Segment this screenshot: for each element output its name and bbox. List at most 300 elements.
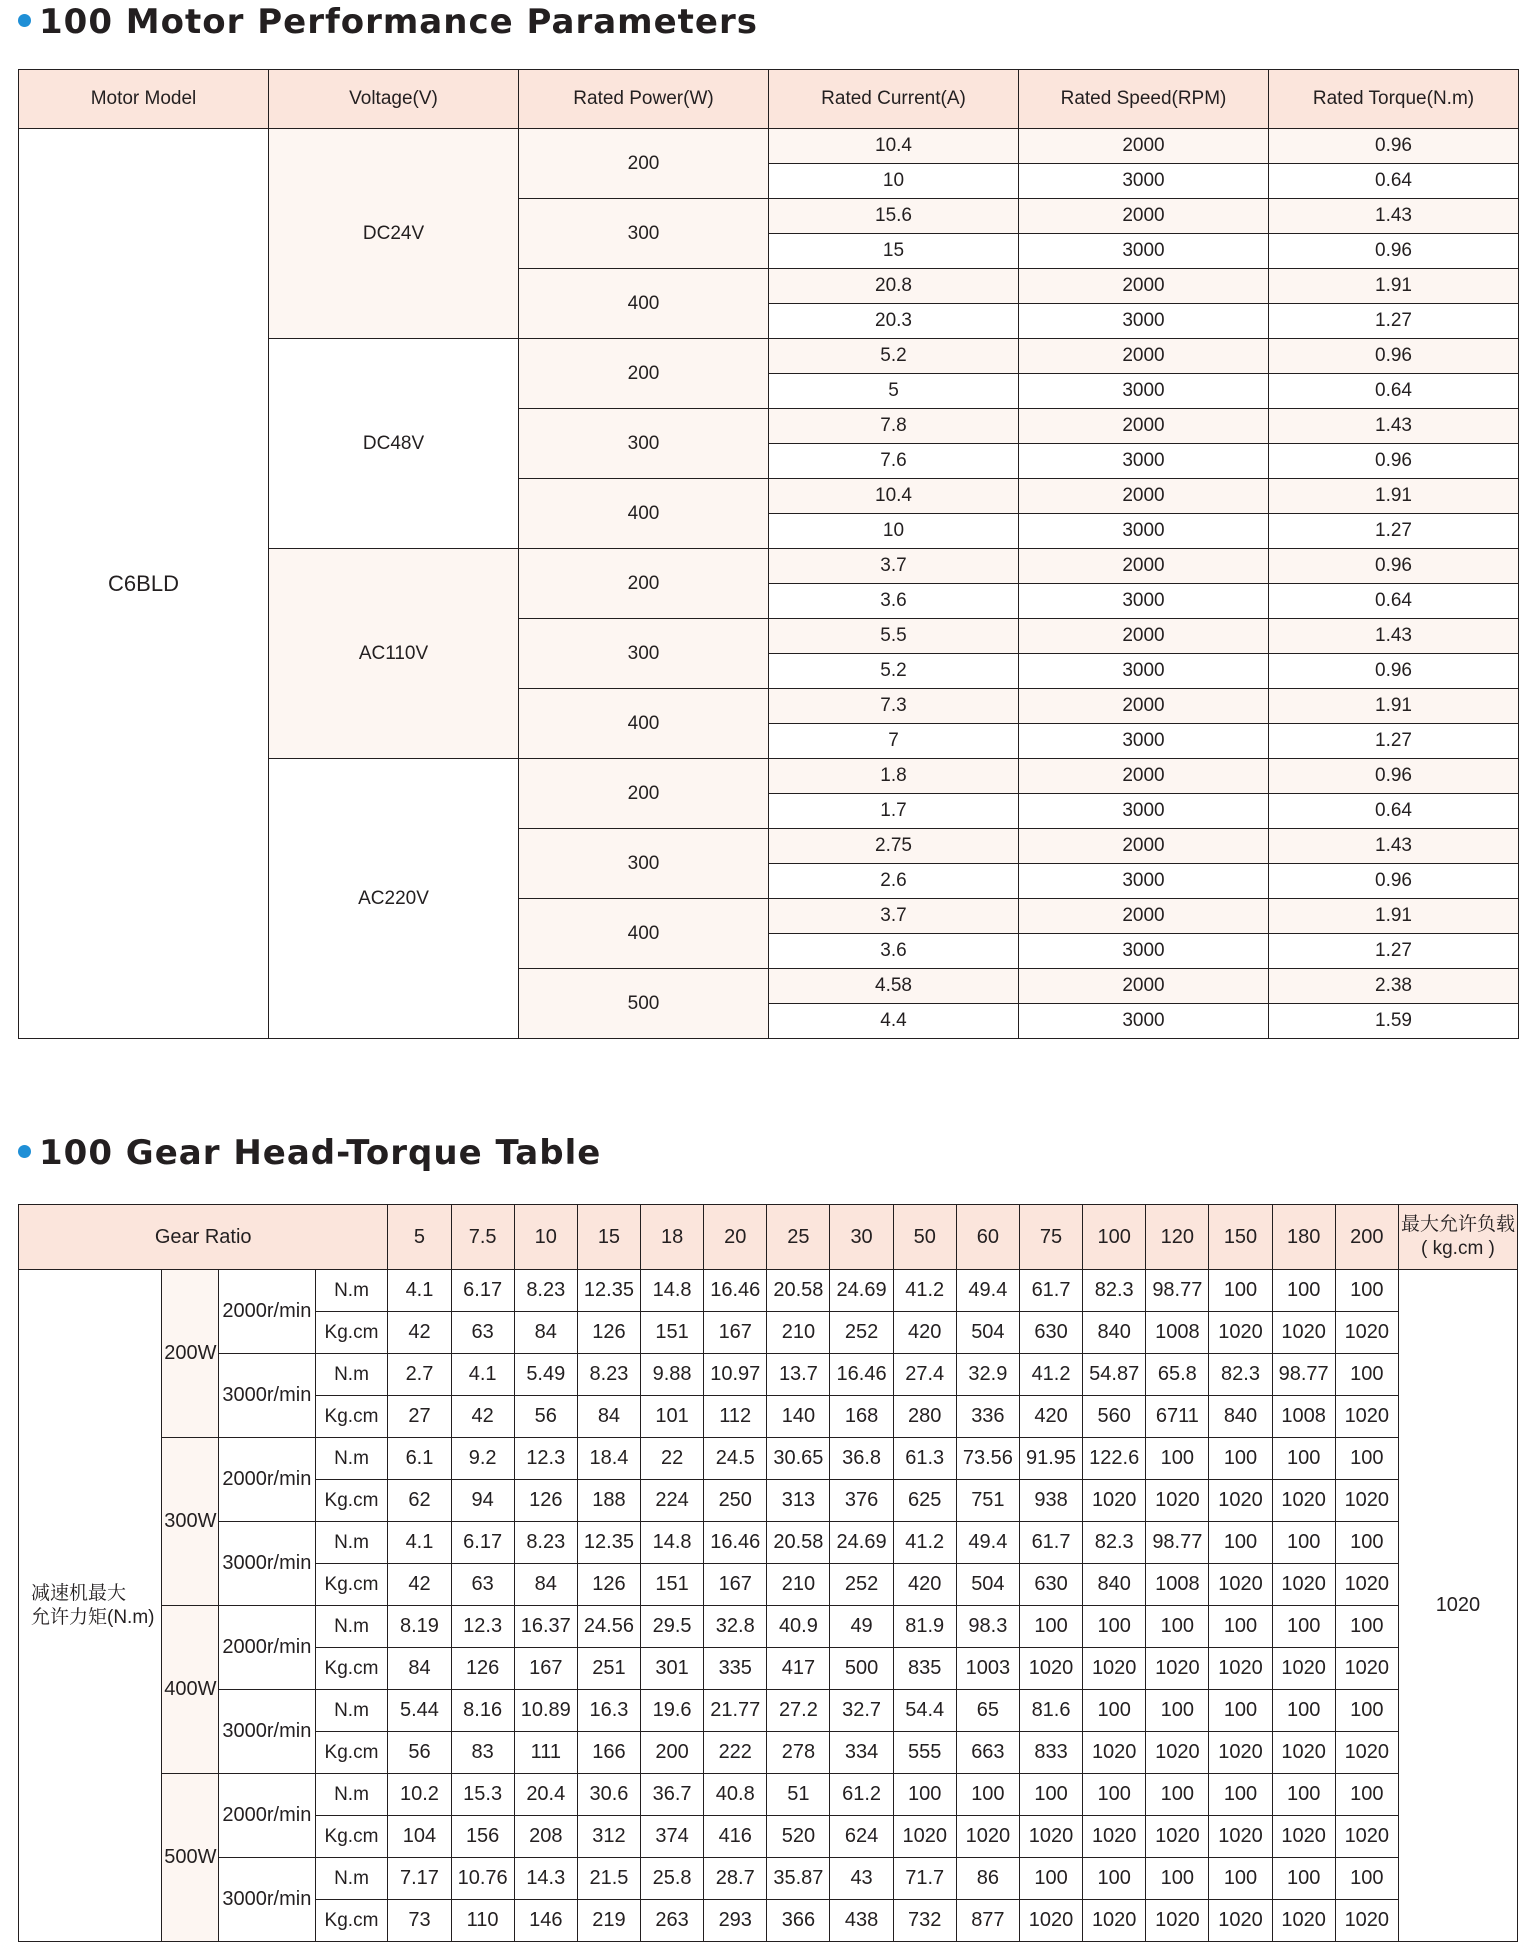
- speed-cell: 3000: [1019, 234, 1269, 269]
- ratio-header-cell: 75: [1019, 1205, 1082, 1270]
- torque-value-cell: 122.6: [1083, 1438, 1146, 1480]
- header-rated-current: Rated Current(A): [769, 70, 1019, 129]
- ratio-header-cell: 20: [704, 1205, 767, 1270]
- torque-value-cell: 54.4: [893, 1690, 956, 1732]
- torque-cell: 0.96: [1269, 234, 1519, 269]
- torque-value-cell: 7.17: [388, 1858, 451, 1900]
- torque-value-cell: 376: [830, 1480, 893, 1522]
- torque-value-cell: 520: [767, 1816, 830, 1858]
- section-title-motor: [18, 0, 758, 44]
- torque-value-cell: 14.8: [641, 1522, 704, 1564]
- torque-value-cell: 49.4: [956, 1522, 1019, 1564]
- torque-value-cell: 100: [1146, 1774, 1209, 1816]
- ratio-header-cell: 100: [1083, 1205, 1146, 1270]
- torque-value-cell: 8.23: [514, 1270, 577, 1312]
- torque-value-cell: 4.1: [388, 1270, 451, 1312]
- torque-value-cell: 301: [641, 1648, 704, 1690]
- torque-value-cell: 24.56: [577, 1606, 640, 1648]
- torque-value-cell: 41.2: [893, 1270, 956, 1312]
- ratio-header-cell: 200: [1335, 1205, 1398, 1270]
- torque-value-cell: 100: [1146, 1438, 1209, 1480]
- torque-cell: 1.43: [1269, 829, 1519, 864]
- torque-value-cell: 1020: [1272, 1564, 1335, 1606]
- unit-cell: N.m: [315, 1522, 388, 1564]
- power-cell: 400: [519, 899, 769, 969]
- torque-value-cell: 9.2: [451, 1438, 514, 1480]
- torque-value-cell: 167: [704, 1312, 767, 1354]
- torque-value-cell: 73: [388, 1900, 451, 1942]
- gear-power-cell: 200W: [162, 1270, 219, 1438]
- torque-value-cell: 1020: [1209, 1312, 1272, 1354]
- section-title-gear: [18, 1131, 601, 1175]
- speed-cell: 3000: [1019, 444, 1269, 479]
- torque-value-cell: 82.3: [1083, 1270, 1146, 1312]
- current-cell: 10.4: [769, 479, 1019, 514]
- torque-value-cell: 140: [767, 1396, 830, 1438]
- torque-value-cell: 100: [1019, 1774, 1082, 1816]
- table-row: [19, 1522, 1518, 1564]
- current-cell: 15: [769, 234, 1019, 269]
- torque-value-cell: 840: [1209, 1396, 1272, 1438]
- torque-value-cell: 30.6: [577, 1774, 640, 1816]
- torque-value-cell: 1020: [1335, 1900, 1398, 1942]
- torque-value-cell: 1020: [1335, 1648, 1398, 1690]
- torque-value-cell: 16.46: [830, 1354, 893, 1396]
- torque-value-cell: 151: [641, 1564, 704, 1606]
- torque-value-cell: 1020: [1272, 1816, 1335, 1858]
- torque-value-cell: 20.58: [767, 1270, 830, 1312]
- speed-cell: 3000: [1019, 654, 1269, 689]
- torque-value-cell: 4.1: [388, 1522, 451, 1564]
- torque-value-cell: 100: [1272, 1690, 1335, 1732]
- speed-cell: 2000: [1019, 549, 1269, 584]
- torque-value-cell: 84: [514, 1312, 577, 1354]
- torque-value-cell: 251: [577, 1648, 640, 1690]
- table-row: [19, 1606, 1518, 1648]
- torque-value-cell: 56: [388, 1732, 451, 1774]
- current-cell: 5.5: [769, 619, 1019, 654]
- torque-value-cell: 101: [641, 1396, 704, 1438]
- torque-value-cell: 126: [514, 1480, 577, 1522]
- torque-value-cell: 100: [1335, 1606, 1398, 1648]
- torque-value-cell: 100: [1209, 1858, 1272, 1900]
- speed-cell: 2000: [1019, 829, 1269, 864]
- torque-value-cell: 560: [1083, 1396, 1146, 1438]
- speed-cell: 2000: [1019, 619, 1269, 654]
- ratio-header-cell: 7.5: [451, 1205, 514, 1270]
- bullet-dot-icon: [18, 1145, 31, 1158]
- ratio-header-cell: 5: [388, 1205, 451, 1270]
- torque-value-cell: 100: [1272, 1438, 1335, 1480]
- torque-value-cell: 835: [893, 1648, 956, 1690]
- torque-value-cell: 14.8: [641, 1270, 704, 1312]
- torque-value-cell: 1020: [1209, 1816, 1272, 1858]
- torque-value-cell: 100: [1083, 1606, 1146, 1648]
- current-cell: 7: [769, 724, 1019, 759]
- torque-value-cell: 500: [830, 1648, 893, 1690]
- torque-value-cell: 100: [1209, 1522, 1272, 1564]
- unit-cell: Kg.cm: [315, 1312, 388, 1354]
- torque-value-cell: 732: [893, 1900, 956, 1942]
- unit-cell: N.m: [315, 1690, 388, 1732]
- torque-value-cell: 15.3: [451, 1774, 514, 1816]
- torque-value-cell: 35.87: [767, 1858, 830, 1900]
- torque-value-cell: 6.17: [451, 1270, 514, 1312]
- torque-cell: 1.91: [1269, 899, 1519, 934]
- torque-value-cell: 625: [893, 1480, 956, 1522]
- torque-value-cell: 61.7: [1019, 1270, 1082, 1312]
- current-cell: 5: [769, 374, 1019, 409]
- torque-value-cell: 28.7: [704, 1858, 767, 1900]
- torque-value-cell: 1020: [1146, 1480, 1209, 1522]
- torque-value-cell: 1020: [1019, 1900, 1082, 1942]
- torque-value-cell: 42: [388, 1312, 451, 1354]
- current-cell: 7.3: [769, 689, 1019, 724]
- speed-cell: 3000: [1019, 1004, 1269, 1039]
- torque-value-cell: 126: [451, 1648, 514, 1690]
- torque-cell: 0.96: [1269, 864, 1519, 899]
- current-cell: 10: [769, 164, 1019, 199]
- torque-value-cell: 210: [767, 1564, 830, 1606]
- power-cell: 200: [519, 129, 769, 199]
- torque-value-cell: 30.65: [767, 1438, 830, 1480]
- gear-speed-cell: 3000r/min: [219, 1690, 315, 1774]
- torque-value-cell: 40.8: [704, 1774, 767, 1816]
- torque-value-cell: 8.19: [388, 1606, 451, 1648]
- torque-value-cell: 98.3: [956, 1606, 1019, 1648]
- torque-value-cell: 8.23: [514, 1522, 577, 1564]
- ratio-header-cell: 15: [577, 1205, 640, 1270]
- torque-value-cell: 1020: [1146, 1816, 1209, 1858]
- unit-cell: Kg.cm: [315, 1564, 388, 1606]
- gear-speed-cell: 2000r/min: [219, 1270, 315, 1354]
- torque-cell: 1.91: [1269, 479, 1519, 514]
- current-cell: 2.6: [769, 864, 1019, 899]
- table-row: [19, 1858, 1518, 1900]
- torque-value-cell: 1020: [1019, 1648, 1082, 1690]
- torque-value-cell: 156: [451, 1816, 514, 1858]
- torque-value-cell: 20.4: [514, 1774, 577, 1816]
- max-load-header: [1398, 1205, 1517, 1270]
- ratio-header-cell: 18: [641, 1205, 704, 1270]
- torque-value-cell: 293: [704, 1900, 767, 1942]
- torque-value-cell: 51: [767, 1774, 830, 1816]
- header-rated-power: Rated Power(W): [519, 70, 769, 129]
- torque-value-cell: 100: [1272, 1606, 1335, 1648]
- torque-value-cell: 366: [767, 1900, 830, 1942]
- torque-value-cell: 16.37: [514, 1606, 577, 1648]
- torque-value-cell: 62: [388, 1480, 451, 1522]
- torque-value-cell: 374: [641, 1816, 704, 1858]
- torque-value-cell: 84: [514, 1564, 577, 1606]
- speed-cell: 3000: [1019, 864, 1269, 899]
- torque-value-cell: 1020: [1083, 1732, 1146, 1774]
- torque-value-cell: 6.1: [388, 1438, 451, 1480]
- torque-value-cell: 16.46: [704, 1270, 767, 1312]
- torque-value-cell: 10.89: [514, 1690, 577, 1732]
- torque-value-cell: 100: [956, 1774, 1019, 1816]
- torque-value-cell: 1020: [1335, 1480, 1398, 1522]
- power-cell: 400: [519, 479, 769, 549]
- torque-value-cell: 12.3: [451, 1606, 514, 1648]
- torque-value-cell: 420: [893, 1312, 956, 1354]
- torque-value-cell: 2.7: [388, 1354, 451, 1396]
- speed-cell: 2000: [1019, 479, 1269, 514]
- speed-cell: 3000: [1019, 794, 1269, 829]
- torque-value-cell: 65.8: [1146, 1354, 1209, 1396]
- current-cell: 20.8: [769, 269, 1019, 304]
- ratio-header-cell: 30: [830, 1205, 893, 1270]
- torque-value-cell: 6711: [1146, 1396, 1209, 1438]
- power-cell: 300: [519, 619, 769, 689]
- torque-value-cell: 224: [641, 1480, 704, 1522]
- torque-value-cell: 63: [451, 1312, 514, 1354]
- voltage-cell: DC24V: [269, 129, 519, 339]
- torque-value-cell: 10.2: [388, 1774, 451, 1816]
- torque-value-cell: 83: [451, 1732, 514, 1774]
- max-load-value: 1020: [1398, 1270, 1517, 1942]
- torque-value-cell: 14.3: [514, 1858, 577, 1900]
- row-group-label-line2: 允许力矩(N.m): [31, 1606, 155, 1628]
- speed-cell: 3000: [1019, 724, 1269, 759]
- torque-value-cell: 21.5: [577, 1858, 640, 1900]
- ratio-header-cell: 180: [1272, 1205, 1335, 1270]
- torque-value-cell: 25.8: [641, 1858, 704, 1900]
- torque-value-cell: 200: [641, 1732, 704, 1774]
- torque-value-cell: 1020: [1083, 1900, 1146, 1942]
- ratio-header-cell: 60: [956, 1205, 1019, 1270]
- torque-cell: 0.96: [1269, 444, 1519, 479]
- torque-value-cell: 100: [1209, 1438, 1272, 1480]
- torque-value-cell: 252: [830, 1564, 893, 1606]
- speed-cell: 2000: [1019, 129, 1269, 164]
- torque-value-cell: 1020: [1272, 1648, 1335, 1690]
- torque-value-cell: 250: [704, 1480, 767, 1522]
- torque-value-cell: 504: [956, 1312, 1019, 1354]
- bullet-dot-icon: [18, 14, 31, 27]
- torque-cell: 0.64: [1269, 794, 1519, 829]
- torque-value-cell: 336: [956, 1396, 1019, 1438]
- power-cell: 200: [519, 759, 769, 829]
- torque-value-cell: 166: [577, 1732, 640, 1774]
- torque-value-cell: 1020: [1272, 1732, 1335, 1774]
- torque-value-cell: 1020: [956, 1816, 1019, 1858]
- torque-value-cell: 12.35: [577, 1522, 640, 1564]
- torque-value-cell: 41.2: [893, 1522, 956, 1564]
- torque-value-cell: 280: [893, 1396, 956, 1438]
- torque-cell: 1.59: [1269, 1004, 1519, 1039]
- current-cell: 15.6: [769, 199, 1019, 234]
- torque-value-cell: 126: [577, 1564, 640, 1606]
- torque-value-cell: 167: [704, 1564, 767, 1606]
- torque-value-cell: 10.97: [704, 1354, 767, 1396]
- unit-cell: Kg.cm: [315, 1732, 388, 1774]
- torque-value-cell: 151: [641, 1312, 704, 1354]
- torque-value-cell: 8.23: [577, 1354, 640, 1396]
- table-row: [19, 1354, 1518, 1396]
- torque-value-cell: 1020: [1335, 1312, 1398, 1354]
- torque-value-cell: 22: [641, 1438, 704, 1480]
- torque-value-cell: 624: [830, 1816, 893, 1858]
- section-title-gear-text: 100 Gear Head-Torque Table: [39, 1133, 602, 1173]
- gear-ratio-label: Gear Ratio: [19, 1205, 388, 1270]
- torque-value-cell: 833: [1019, 1732, 1082, 1774]
- torque-value-cell: 1020: [1272, 1900, 1335, 1942]
- torque-value-cell: 10.76: [451, 1858, 514, 1900]
- torque-value-cell: 29.5: [641, 1606, 704, 1648]
- torque-value-cell: 555: [893, 1732, 956, 1774]
- torque-value-cell: 100: [1146, 1858, 1209, 1900]
- torque-value-cell: 71.7: [893, 1858, 956, 1900]
- torque-cell: 0.96: [1269, 549, 1519, 584]
- max-load-header-line2: ( kg.cm ): [1421, 1238, 1495, 1259]
- torque-value-cell: 219: [577, 1900, 640, 1942]
- torque-value-cell: 82.3: [1209, 1354, 1272, 1396]
- torque-value-cell: 146: [514, 1900, 577, 1942]
- torque-cell: 0.96: [1269, 654, 1519, 689]
- torque-value-cell: 98.77: [1146, 1522, 1209, 1564]
- torque-value-cell: 438: [830, 1900, 893, 1942]
- voltage-cell: AC220V: [269, 759, 519, 1039]
- torque-value-cell: 1020: [1335, 1732, 1398, 1774]
- torque-cell: 1.43: [1269, 199, 1519, 234]
- table-row: [19, 1690, 1518, 1732]
- current-cell: 3.6: [769, 934, 1019, 969]
- unit-cell: N.m: [315, 1606, 388, 1648]
- torque-value-cell: 98.77: [1272, 1354, 1335, 1396]
- torque-value-cell: 1020: [1083, 1648, 1146, 1690]
- torque-value-cell: 110: [451, 1900, 514, 1942]
- unit-cell: N.m: [315, 1270, 388, 1312]
- torque-value-cell: 49.4: [956, 1270, 1019, 1312]
- torque-value-cell: 100: [1335, 1354, 1398, 1396]
- speed-cell: 3000: [1019, 164, 1269, 199]
- torque-value-cell: 13.7: [767, 1354, 830, 1396]
- header-rated-speed: Rated Speed(RPM): [1019, 70, 1269, 129]
- header-rated-torque: Rated Torque(N.m): [1269, 70, 1519, 129]
- gear-speed-cell: 3000r/min: [219, 1522, 315, 1606]
- torque-value-cell: 84: [388, 1648, 451, 1690]
- torque-value-cell: 100: [1335, 1858, 1398, 1900]
- torque-cell: 0.96: [1269, 339, 1519, 374]
- torque-value-cell: 877: [956, 1900, 1019, 1942]
- speed-cell: 2000: [1019, 339, 1269, 374]
- torque-value-cell: 416: [704, 1816, 767, 1858]
- current-cell: 1.7: [769, 794, 1019, 829]
- motor-model-cell: C6BLD: [19, 129, 269, 1039]
- speed-cell: 2000: [1019, 969, 1269, 1004]
- torque-cell: 1.43: [1269, 619, 1519, 654]
- torque-value-cell: 24.69: [830, 1522, 893, 1564]
- torque-value-cell: 36.8: [830, 1438, 893, 1480]
- torque-value-cell: 100: [1272, 1522, 1335, 1564]
- torque-value-cell: 417: [767, 1648, 830, 1690]
- table-row: [19, 1270, 1518, 1312]
- torque-value-cell: 94: [451, 1480, 514, 1522]
- speed-cell: 2000: [1019, 269, 1269, 304]
- torque-value-cell: 12.3: [514, 1438, 577, 1480]
- torque-value-cell: 100: [1335, 1438, 1398, 1480]
- torque-value-cell: 1020: [1146, 1900, 1209, 1942]
- torque-cell: 0.64: [1269, 374, 1519, 409]
- torque-value-cell: 104: [388, 1816, 451, 1858]
- torque-value-cell: 420: [893, 1564, 956, 1606]
- ratio-header-cell: 10: [514, 1205, 577, 1270]
- torque-cell: 0.96: [1269, 759, 1519, 794]
- torque-value-cell: 126: [577, 1312, 640, 1354]
- torque-cell: 1.27: [1269, 514, 1519, 549]
- torque-value-cell: 751: [956, 1480, 1019, 1522]
- unit-cell: Kg.cm: [315, 1480, 388, 1522]
- torque-value-cell: 1020: [1335, 1564, 1398, 1606]
- torque-value-cell: 312: [577, 1816, 640, 1858]
- torque-cell: 0.96: [1269, 129, 1519, 164]
- torque-value-cell: 1020: [1272, 1312, 1335, 1354]
- torque-value-cell: 49: [830, 1606, 893, 1648]
- torque-cell: 1.27: [1269, 304, 1519, 339]
- torque-value-cell: 73.56: [956, 1438, 1019, 1480]
- unit-cell: N.m: [315, 1774, 388, 1816]
- current-cell: 5.2: [769, 339, 1019, 374]
- gear-speed-cell: 2000r/min: [219, 1606, 315, 1690]
- speed-cell: 3000: [1019, 304, 1269, 339]
- torque-value-cell: 1020: [1146, 1732, 1209, 1774]
- torque-value-cell: 1020: [1146, 1648, 1209, 1690]
- torque-value-cell: 61.3: [893, 1438, 956, 1480]
- gear-power-cell: 300W: [162, 1438, 219, 1606]
- torque-value-cell: 208: [514, 1816, 577, 1858]
- gear-torque-table: [18, 1204, 1518, 1942]
- torque-value-cell: 278: [767, 1732, 830, 1774]
- torque-value-cell: 1020: [1335, 1816, 1398, 1858]
- torque-value-cell: 840: [1083, 1564, 1146, 1606]
- torque-value-cell: 27.2: [767, 1690, 830, 1732]
- torque-value-cell: 100: [1209, 1774, 1272, 1816]
- torque-value-cell: 100: [1019, 1858, 1082, 1900]
- table-row: [19, 1438, 1518, 1480]
- gear-speed-cell: 3000r/min: [219, 1858, 315, 1942]
- torque-value-cell: 61.7: [1019, 1522, 1082, 1564]
- current-cell: 4.4: [769, 1004, 1019, 1039]
- torque-cell: 1.91: [1269, 689, 1519, 724]
- torque-value-cell: 1020: [1335, 1396, 1398, 1438]
- torque-value-cell: 21.77: [704, 1690, 767, 1732]
- torque-value-cell: 504: [956, 1564, 1019, 1606]
- max-load-header-line1: 最大允许负载: [1400, 1214, 1515, 1235]
- torque-value-cell: 420: [1019, 1396, 1082, 1438]
- torque-value-cell: 4.1: [451, 1354, 514, 1396]
- torque-value-cell: 9.88: [641, 1354, 704, 1396]
- torque-value-cell: 12.35: [577, 1270, 640, 1312]
- torque-value-cell: 16.46: [704, 1522, 767, 1564]
- current-cell: 10: [769, 514, 1019, 549]
- current-cell: 10.4: [769, 129, 1019, 164]
- torque-value-cell: 100: [1083, 1774, 1146, 1816]
- power-cell: 400: [519, 269, 769, 339]
- torque-value-cell: 54.87: [1083, 1354, 1146, 1396]
- torque-value-cell: 100: [1146, 1606, 1209, 1648]
- torque-value-cell: 32.7: [830, 1690, 893, 1732]
- torque-value-cell: 100: [1335, 1522, 1398, 1564]
- torque-value-cell: 1020: [1209, 1480, 1272, 1522]
- torque-value-cell: 630: [1019, 1564, 1082, 1606]
- torque-cell: 0.64: [1269, 164, 1519, 199]
- torque-value-cell: 840: [1083, 1312, 1146, 1354]
- torque-value-cell: 82.3: [1083, 1522, 1146, 1564]
- current-cell: 5.2: [769, 654, 1019, 689]
- torque-value-cell: 65: [956, 1690, 1019, 1732]
- torque-value-cell: 56: [514, 1396, 577, 1438]
